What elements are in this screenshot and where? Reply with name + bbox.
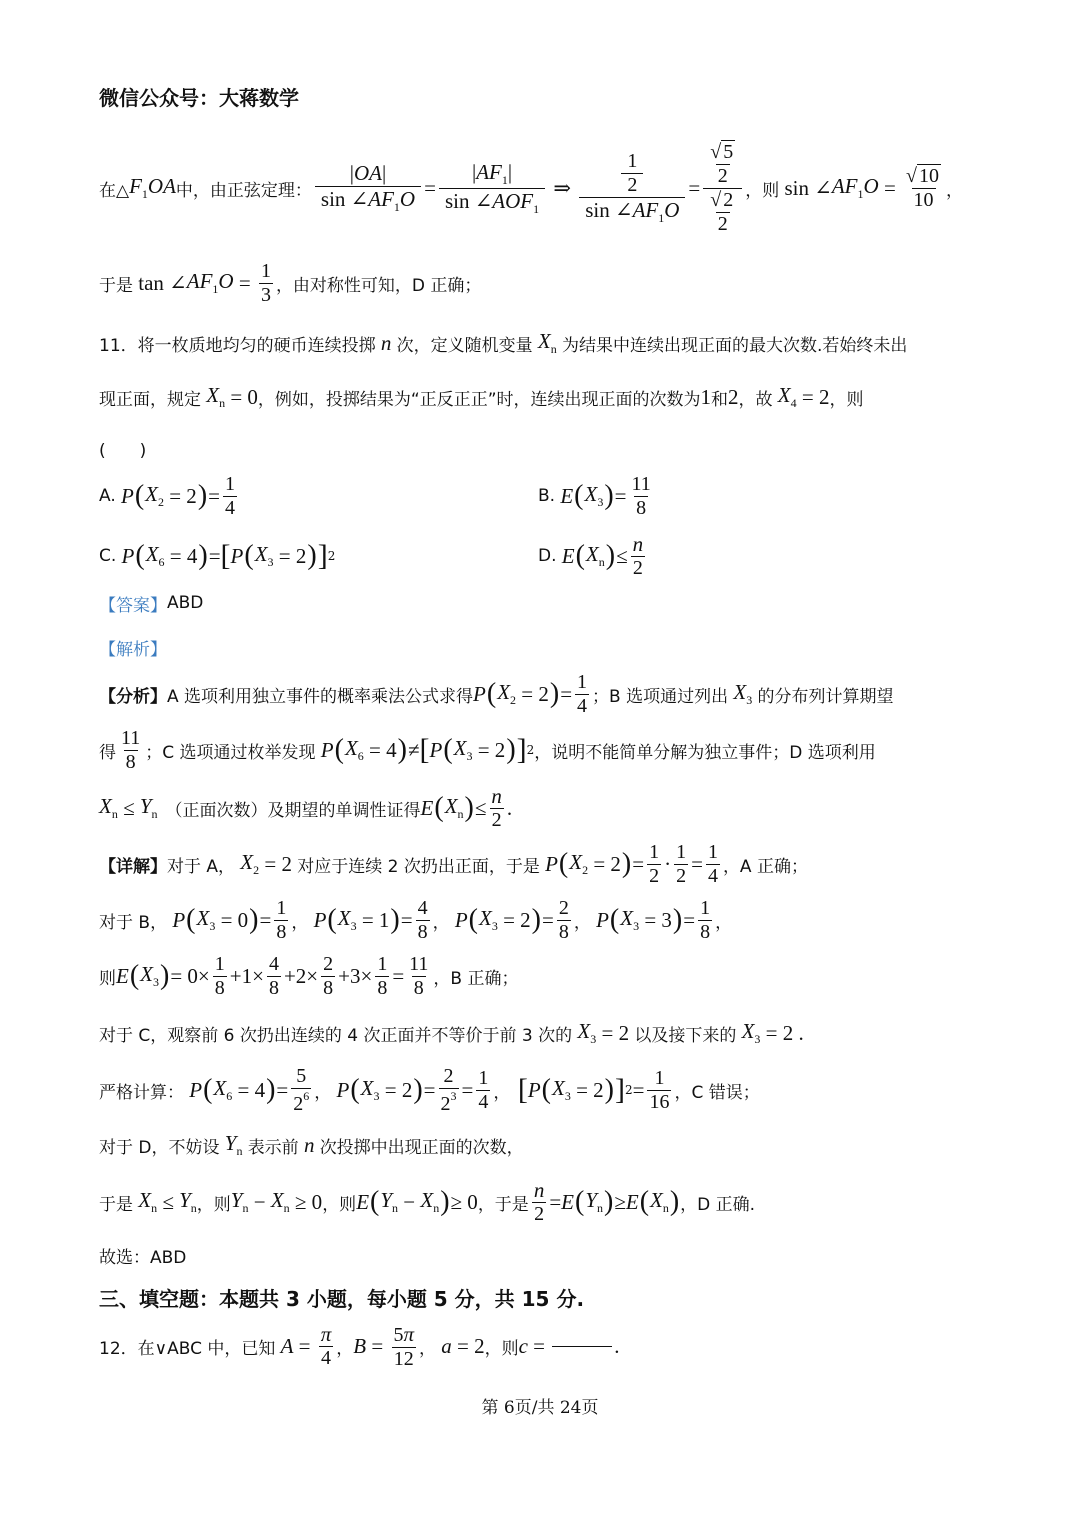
q12-line: 12．在∨ABC 中，已知 A = $\frac{\pi}{4}$ ， B = $\frac{5\pi}{12}$ ， a = 2 ，则 c = .: [99, 1321, 620, 1370]
answer-blank[interactable]: [552, 1345, 612, 1347]
fraction-root10: $\frac{√ 10}{10}$: [906, 164, 940, 211]
q11-paren: ( ): [99, 440, 147, 461]
page-footer: 第 6页/共 24页: [481, 1398, 599, 1418]
fraction-af1: $\frac{|AF_1|}{\sin \angle AOF_1}$: [439, 161, 545, 215]
tan-line: 于是 tan ∠ $AF_1O$ = $\frac{1}{3}$ ，由对称性可知，D 正确；: [99, 259, 482, 306]
option-b: B. E ( $X_3$ ) = $\frac{11}{8}$: [538, 472, 651, 519]
option-d: D. E ( $X_n$ ) ≤ $\frac{n}{2}$: [538, 531, 644, 580]
q11-line2: 现正面，规定 $X_n$ = 0 ，例如，投掷结果为“正反正正”时，连续出现正面的次数为 1 和 2 ，故 $X_4$ = 2 ，则: [99, 383, 864, 410]
detail-line5: 严格计算： P ( $X_6$ = 4 ) = $\frac{5}{2^6}$ ， P ( $X_3$ = 2 ) = $\frac{2}{2^3}$ = $\frac{1}{4}$ ， [ P ( $X_3$ = 2 ) ] 2 = $\frac{1}{16}$ ，C 错误；: [99, 1064, 760, 1115]
detail-line1: 【详解】 对于 A， $X_2$ = 2 对应于连续 2 次扔出正面，于是 P ( $X_2$ = 2 ) = $\frac{1}{2}$ · $\frac{1}{2}$ = $\frac{1}{4}$ ，A 正确；: [99, 840, 808, 887]
answer-line: 【答案】 ABD: [99, 593, 204, 616]
wechat-header: 微信公众号：大蒋数学: [99, 86, 299, 110]
fenxi-line3: $X_n$ ≤ $Y_n$ （正面次数）及期望的单调性证得 E ( $X_n$ ) ≤ $\frac{n}{2}$ .: [99, 783, 513, 832]
fenxi-line2: 得 $\frac{11}{8}$ ；C 选项通过枚举发现 P ( $X_6$ = 4 ) ≠ [ P ( $X_3$ = 2 ) ] 2 ，说明不能简单分解为独立事件；D 选项利用: [99, 726, 876, 773]
detail-line2: 对于 B， P ( $X_3$ = 0 ) = $\frac{1}{8}$ ， P ( $X_3$ = 1 ) = $\frac{4}{8}$ ， P ( $X_3$ = 2 ) = $\frac{2}{8}$ ， P ( $X_3$ = 3 ) = $\frac{1}{8}$ ，: [99, 896, 733, 943]
section-3-heading: 三、填空题：本题共 3 小题，每小题 5 分，共 15 分.: [99, 1286, 585, 1311]
fraction-oa: $\frac{|OA|}{\sin \angle AF_1O}$: [315, 162, 421, 214]
analysis-label-line: 【解析】: [99, 639, 167, 660]
sine-law-prefix: 在△: [99, 180, 130, 201]
sine-law-line: 在△ $F_1OA$ 中，由正弦定理： $\frac{|OA|}{\sin \angle AF_1O}$ = $\frac{|AF_1|}{\sin \angle AOF_1}$ ⇒ $\frac{\frac{1}{2}}{\sin \angle AF_1O}$ = $\frac{\frac{√ 5}{2}}{\frac{√ 2}{2}}$ ，则 sin ∠ $AF_1O$ = $\frac{√ 10}{10}$ ，: [99, 140, 964, 235]
option-a: A. P ( $X_2$ = 2 ) = $\frac{1}{4}$: [99, 472, 235, 519]
fraction-half: $\frac{\frac{1}{2}}{\sin \angle AF_1O}$: [579, 151, 685, 225]
q11-line1: 11．将一枚质地均匀的硬币连续投掷 n 次，定义随机变量 $X_n$ 为结果中连续出现正面的最大次数.若始终未出: [99, 329, 908, 356]
option-c: C. P ( $X_6$ = 4 ) = [ P ( $X_3$ = 2 ) ] 2: [99, 539, 336, 572]
detail-choice: 故选：ABD: [99, 1247, 187, 1268]
detail-line7: 于是 $X_n$ ≤ $Y_n$ ，则 $Y_n$ − $X_n$ ≥ 0 ，则 E ( $Y_n$ − $X_n$ ) ≥ 0 ，于是 $\frac{n}{2}$ = E ( $Y_n$ ) ≥ E ( $X_n$ ) ，D 正确.: [99, 1177, 756, 1226]
detail-line6: 对于 D，不妨设 $Y_n$ 表示前 n 次投掷中出现正面的次数，: [99, 1131, 524, 1158]
fenxi-line1: 【分析】 A 选项利用独立事件的概率乘法公式求得 P ( $X_2$ = 2 ) = $\frac{1}{4}$ ；B 选项通过列出 $X_3$ 的分布列计算期望: [99, 670, 894, 717]
fraction-root5: $\frac{\frac{√ 5}{2}}{\frac{√ 2}{2}}$: [703, 142, 742, 235]
detail-line3: 则 E ( $X_3$ ) = 0× $\frac{1}{8}$ +1× $\frac{4}{8}$ +2× $\frac{2}{8}$ +3× $\frac{1}{8}$ = $\frac{11}{8}$ ，B 正确；: [99, 952, 519, 999]
detail-line4: 对于 C，观察前 6 次扔出连续的 4 次正面并不等价于前 3 次的 $X_3$ = 2 以及接下来的 $X_3$ = 2 .: [99, 1019, 804, 1046]
